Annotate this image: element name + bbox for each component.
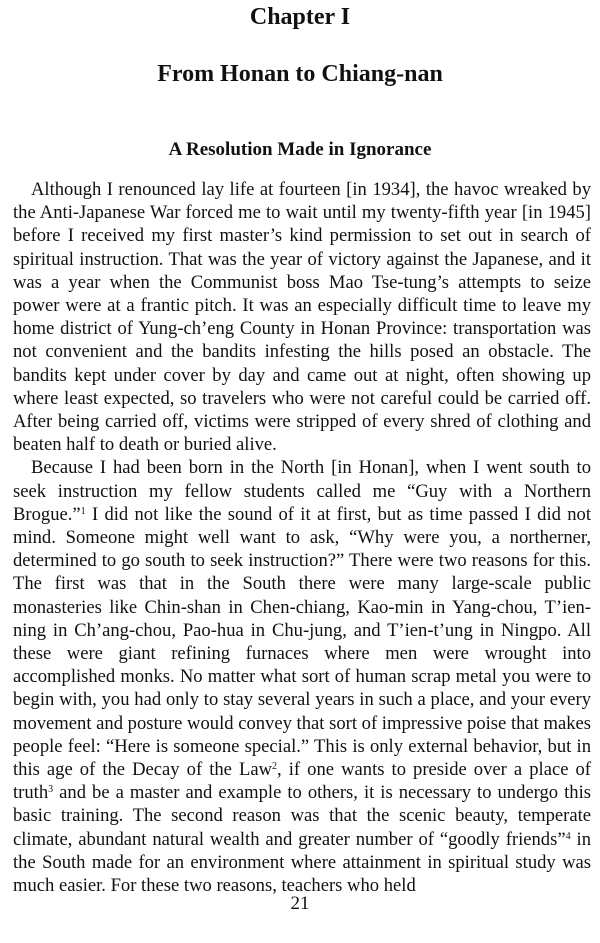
paragraph — [13, 178, 591, 456]
body-text — [13, 178, 591, 897]
footnote-marker: 2 — [272, 761, 278, 773]
section-heading: A Resolution Made in Ignorance — [168, 139, 432, 160]
footnote-marker: 3 — [48, 784, 54, 796]
chapter-title: From Honan to Chiang-nan — [157, 61, 443, 87]
chapter-label: Chapter I — [249, 4, 351, 30]
footnote-marker: 1 — [80, 505, 86, 517]
paragraph-text: and be a master and example to others, it is necessary to undergo this basic training. The second reason was that the scenic beauty, temperate climate, abundant natural wealth and greater number of “goodly friends” — [13, 782, 591, 850]
paragraph — [13, 456, 591, 897]
paragraph-text: Because I had been born in the North [in Honan], when I went south to seek instruction my fellow students called me “Guy with a Northern Brogue.” — [13, 457, 591, 525]
footnote-marker: 4 — [565, 830, 571, 842]
paragraph-text: in the South made for an environment where attainment in spiritual study was much easier. For these two reasons, teachers who held — [13, 828, 591, 897]
page-number: 21 — [290, 893, 310, 914]
paragraph-text: Although I renounced lay life at fourteen [in 1934], the havoc wreaked by the Anti-Japanese War forced me to wait until my twenty-fifth year [in 1945] before I received my first master’s kind permission to set out in search of spiritual instruction. That was the year of victory against the Japanese, and it was a year when the Communist boss Mao Tse-tung’s attempts to seize power were at a frantic pitch. It was an especially difficult time to leave my home district of Yung-ch’eng County in Honan Province: transportation was not convenient and the bandits infesting the hills posed an obstacle. The bandits kept under cover by day and came out at night, often showing up where least expected, so travelers who were not careful could be carried off. After being carried off, victims were stripped of every shred of clothing and beaten half to death or buried alive. — [13, 179, 591, 456]
paragraph-text: , if one wants to preside over a place of truth — [13, 759, 591, 804]
paragraph-text: I did not like the sound of it at first, but as time passed I did not mind. Someone might well want to ask, “Why were you, a northerner, determined to go south to seek instruction?” There were two reasons for this. The first was that in the South there were many large-scale public monasteries like Chin-shan in Chen-chiang, Kao-min in Yang-chou, T’ien-ning in Ch’ang-chou, Pao-hua in Chu-jung, and T’ien-t’ung in Ningpo. All these were giant refining furnaces where men were wrought into accomplished monks. No matter what sort of human scrap metal you were to begin with, you had only to stay several years in such a place, and your every movement and posture would convey that sort of impressive poise that makes people feel: “Here is someone special.” This is only external behavior, but in this age of the Decay of the Law — [13, 503, 591, 781]
